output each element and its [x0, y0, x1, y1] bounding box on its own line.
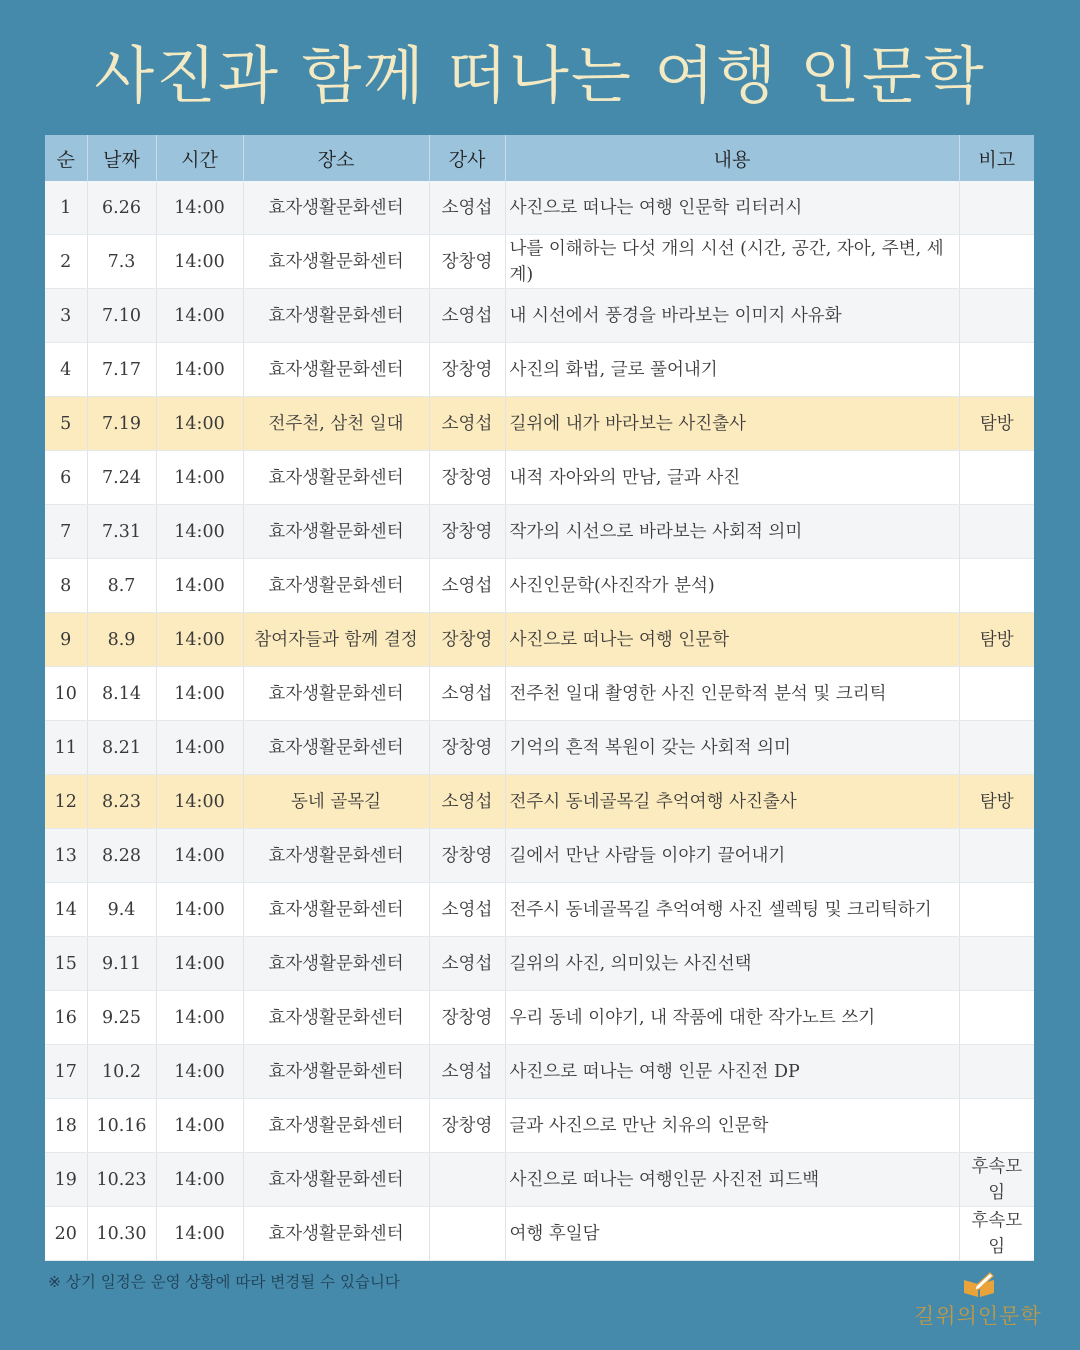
row-lecturer: 소영섭 — [429, 181, 505, 235]
row-note — [959, 1045, 1034, 1099]
table-row — [45, 775, 1034, 829]
row-content: 내 시선에서 풍경을 바라보는 이미지 사유화 — [505, 289, 959, 343]
row-date: 9.11 — [87, 937, 156, 991]
table-row — [45, 505, 1034, 559]
pencil-book-icon — [962, 1272, 996, 1298]
row-lecturer: 소영섭 — [429, 289, 505, 343]
row-number: 6 — [45, 451, 87, 505]
row-content: 작가의 시선으로 바라보는 사회적 의미 — [505, 505, 959, 559]
table-row — [45, 559, 1034, 613]
row-time: 14:00 — [156, 451, 243, 505]
row-lecturer — [429, 1207, 505, 1261]
row-lecturer: 장창영 — [429, 613, 505, 667]
table-row — [45, 1099, 1034, 1153]
logo — [912, 1272, 1042, 1332]
row-place: 효자생활문화센터 — [243, 181, 429, 235]
row-content: 사진으로 떠나는 여행 인문학 리터러시 — [505, 181, 959, 235]
row-time: 14:00 — [156, 1153, 243, 1207]
row-time: 14:00 — [156, 721, 243, 775]
row-date: 7.19 — [87, 397, 156, 451]
row-place: 전주천, 삼천 일대 — [243, 397, 429, 451]
table-row — [45, 289, 1034, 343]
row-number: 4 — [45, 343, 87, 397]
row-note — [959, 451, 1034, 505]
row-number: 20 — [45, 1207, 87, 1261]
table-row — [45, 721, 1034, 775]
row-time: 14:00 — [156, 991, 243, 1045]
row-lecturer: 장창영 — [429, 829, 505, 883]
row-number: 15 — [45, 937, 87, 991]
row-number: 11 — [45, 721, 87, 775]
row-number: 3 — [45, 289, 87, 343]
row-lecturer: 장창영 — [429, 1099, 505, 1153]
row-date: 7.24 — [87, 451, 156, 505]
row-place: 효자생활문화센터 — [243, 235, 429, 289]
row-note: 후속모임 — [959, 1207, 1034, 1261]
row-time: 14:00 — [156, 505, 243, 559]
row-lecturer: 소영섭 — [429, 775, 505, 829]
row-time: 14:00 — [156, 1099, 243, 1153]
row-lecturer: 장창영 — [429, 451, 505, 505]
row-note: 탐방 — [959, 775, 1034, 829]
row-time: 14:00 — [156, 397, 243, 451]
row-date: 10.23 — [87, 1153, 156, 1207]
row-note — [959, 559, 1034, 613]
table-row — [45, 613, 1034, 667]
column-header: 시간 — [156, 135, 243, 181]
table-row — [45, 991, 1034, 1045]
table-row — [45, 667, 1034, 721]
row-date: 7.31 — [87, 505, 156, 559]
row-content: 사진의 화법, 글로 풀어내기 — [505, 343, 959, 397]
row-place: 효자생활문화센터 — [243, 451, 429, 505]
row-content: 사진으로 떠나는 여행 인문 사진전 DP — [505, 1045, 959, 1099]
row-lecturer: 소영섭 — [429, 397, 505, 451]
table-row — [45, 1207, 1034, 1261]
row-number: 7 — [45, 505, 87, 559]
row-note: 후속모임 — [959, 1153, 1034, 1207]
row-time: 14:00 — [156, 559, 243, 613]
row-lecturer: 소영섭 — [429, 559, 505, 613]
row-note — [959, 991, 1034, 1045]
row-place: 효자생활문화센터 — [243, 343, 429, 397]
row-date: 10.16 — [87, 1099, 156, 1153]
row-content: 사진으로 떠나는 여행인문 사진전 피드백 — [505, 1153, 959, 1207]
row-place: 효자생활문화센터 — [243, 289, 429, 343]
row-content: 사진으로 떠나는 여행 인문학 — [505, 613, 959, 667]
row-date: 8.21 — [87, 721, 156, 775]
row-note — [959, 235, 1034, 289]
row-content: 여행 후일담 — [505, 1207, 959, 1261]
row-time: 14:00 — [156, 289, 243, 343]
row-date: 8.9 — [87, 613, 156, 667]
table-row — [45, 829, 1034, 883]
column-header: 장소 — [243, 135, 429, 181]
row-lecturer — [429, 1153, 505, 1207]
row-lecturer: 장창영 — [429, 343, 505, 397]
row-place: 효자생활문화센터 — [243, 1045, 429, 1099]
row-content: 전주시 동네골목길 추억여행 사진출사 — [505, 775, 959, 829]
row-lecturer: 소영섭 — [429, 937, 505, 991]
row-date: 7.17 — [87, 343, 156, 397]
row-date: 8.23 — [87, 775, 156, 829]
row-lecturer: 장창영 — [429, 505, 505, 559]
row-time: 14:00 — [156, 775, 243, 829]
column-header: 순 — [45, 135, 87, 181]
row-number: 18 — [45, 1099, 87, 1153]
row-place: 효자생활문화센터 — [243, 1099, 429, 1153]
row-time: 14:00 — [156, 883, 243, 937]
row-lecturer: 소영섭 — [429, 883, 505, 937]
row-note — [959, 667, 1034, 721]
logo-text: 길위의인문학 — [914, 1304, 1042, 1328]
table-row — [45, 181, 1034, 235]
row-time: 14:00 — [156, 829, 243, 883]
row-place: 효자생활문화센터 — [243, 937, 429, 991]
row-content: 사진인문학(사진작가 분석) — [505, 559, 959, 613]
row-content: 내적 자아와의 만남, 글과 사진 — [505, 451, 959, 505]
row-content: 나를 이해하는 다섯 개의 시선 (시간, 공간, 자아, 주변, 세계) — [505, 235, 959, 289]
row-date: 8.7 — [87, 559, 156, 613]
row-number: 10 — [45, 667, 87, 721]
row-place: 효자생활문화센터 — [243, 1207, 429, 1261]
row-time: 14:00 — [156, 343, 243, 397]
table-row — [45, 1153, 1034, 1207]
row-number: 19 — [45, 1153, 87, 1207]
row-number: 17 — [45, 1045, 87, 1099]
row-content: 글과 사진으로 만난 치유의 인문학 — [505, 1099, 959, 1153]
page-title: 사진과 함께 떠나는 여행 인문학 — [94, 39, 986, 112]
schedule-table — [45, 135, 1034, 1261]
row-content: 우리 동네 이야기, 내 작품에 대한 작가노트 쓰기 — [505, 991, 959, 1045]
row-number: 8 — [45, 559, 87, 613]
row-note — [959, 289, 1034, 343]
row-number: 12 — [45, 775, 87, 829]
row-note — [959, 829, 1034, 883]
row-time: 14:00 — [156, 613, 243, 667]
row-place: 효자생활문화센터 — [243, 829, 429, 883]
row-place: 참여자들과 함께 결정 — [243, 613, 429, 667]
row-note: 탐방 — [959, 397, 1034, 451]
row-place: 효자생활문화센터 — [243, 559, 429, 613]
row-place: 동네 골목길 — [243, 775, 429, 829]
row-lecturer: 장창영 — [429, 721, 505, 775]
table-body — [45, 181, 1034, 1261]
row-lecturer: 장창영 — [429, 235, 505, 289]
column-header: 비고 — [959, 135, 1034, 181]
row-time: 14:00 — [156, 1045, 243, 1099]
table-row — [45, 1045, 1034, 1099]
row-note — [959, 181, 1034, 235]
row-content: 전주천 일대 촬영한 사진 인문학적 분석 및 크리틱 — [505, 667, 959, 721]
row-number: 5 — [45, 397, 87, 451]
row-number: 14 — [45, 883, 87, 937]
column-header: 강사 — [429, 135, 505, 181]
row-date: 10.30 — [87, 1207, 156, 1261]
row-date: 7.3 — [87, 235, 156, 289]
row-time: 14:00 — [156, 1207, 243, 1261]
row-number: 16 — [45, 991, 87, 1045]
row-note — [959, 343, 1034, 397]
footnote: ※ 상기 일정은 운영 상황에 따라 변경될 수 있습니다 — [48, 1273, 400, 1291]
row-place: 효자생활문화센터 — [243, 721, 429, 775]
row-number: 9 — [45, 613, 87, 667]
row-place: 효자생활문화센터 — [243, 667, 429, 721]
table-row — [45, 883, 1034, 937]
table-row — [45, 397, 1034, 451]
column-header: 날짜 — [87, 135, 156, 181]
table-row — [45, 937, 1034, 991]
row-date: 8.28 — [87, 829, 156, 883]
row-date: 9.4 — [87, 883, 156, 937]
row-date: 6.26 — [87, 181, 156, 235]
row-number: 2 — [45, 235, 87, 289]
row-content: 기억의 흔적 복원이 갖는 사회적 의미 — [505, 721, 959, 775]
row-note — [959, 937, 1034, 991]
column-header: 내용 — [505, 135, 959, 181]
row-date: 7.10 — [87, 289, 156, 343]
row-note — [959, 721, 1034, 775]
row-note — [959, 883, 1034, 937]
row-time: 14:00 — [156, 235, 243, 289]
row-time: 14:00 — [156, 181, 243, 235]
table-row — [45, 235, 1034, 289]
row-place: 효자생활문화센터 — [243, 991, 429, 1045]
row-content: 길위의 사진, 의미있는 사진선택 — [505, 937, 959, 991]
table-header-row — [45, 135, 1034, 181]
row-content: 길에서 만난 사람들 이야기 끌어내기 — [505, 829, 959, 883]
row-place: 효자생활문화센터 — [243, 883, 429, 937]
row-note: 탐방 — [959, 613, 1034, 667]
row-date: 8.14 — [87, 667, 156, 721]
row-note — [959, 1099, 1034, 1153]
row-lecturer: 장창영 — [429, 991, 505, 1045]
row-time: 14:00 — [156, 937, 243, 991]
row-place: 효자생활문화센터 — [243, 1153, 429, 1207]
table-row — [45, 451, 1034, 505]
row-date: 10.2 — [87, 1045, 156, 1099]
row-place: 효자생활문화센터 — [243, 505, 429, 559]
row-lecturer: 소영섭 — [429, 667, 505, 721]
row-number: 13 — [45, 829, 87, 883]
row-content: 전주시 동네골목길 추억여행 사진 셀렉팅 및 크리틱하기 — [505, 883, 959, 937]
table-row — [45, 343, 1034, 397]
row-content: 길위에 내가 바라보는 사진출사 — [505, 397, 959, 451]
row-note — [959, 505, 1034, 559]
row-date: 9.25 — [87, 991, 156, 1045]
row-lecturer: 소영섭 — [429, 1045, 505, 1099]
row-number: 1 — [45, 181, 87, 235]
row-time: 14:00 — [156, 667, 243, 721]
